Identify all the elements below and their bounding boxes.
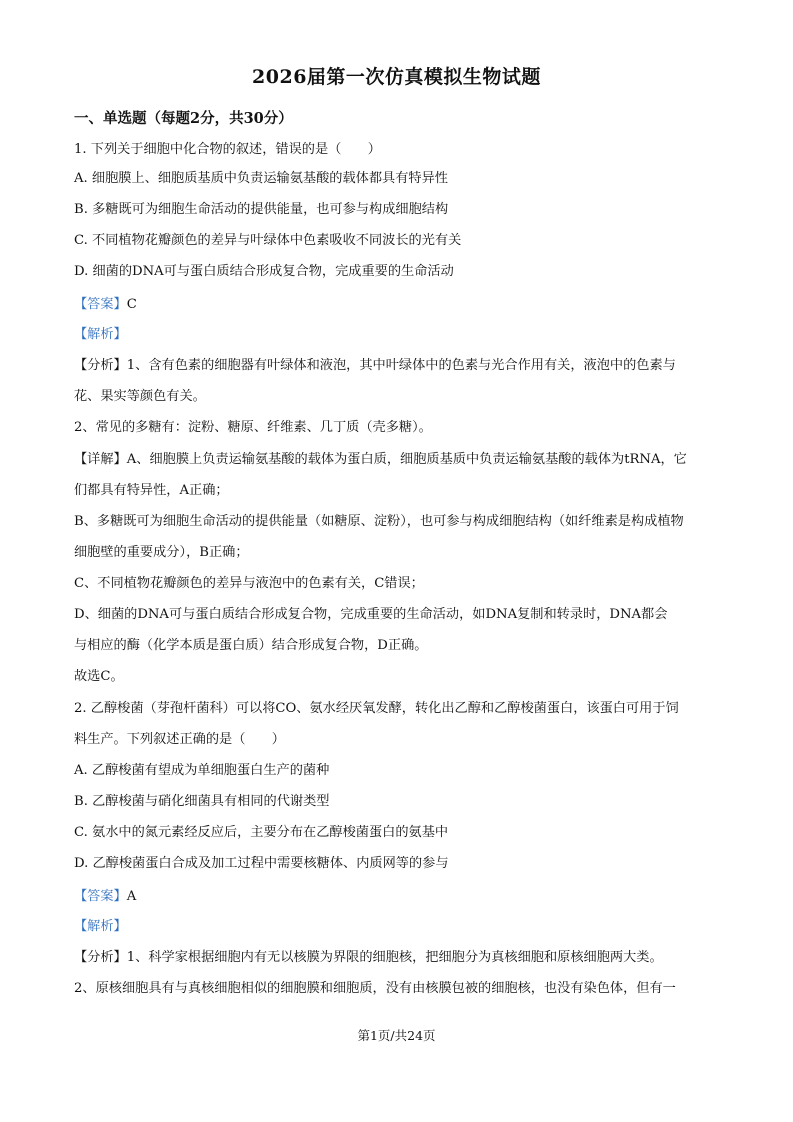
analysis-tag: 【解析】 xyxy=(74,919,127,934)
detail-text: A、细胞膜上负责运输氨基酸的载体为蛋白质，细胞质基质中负责运输氨基酸的载体为tRNA，它 xyxy=(126,452,687,467)
section-heading: 一、单选题（每题2分，共30分） xyxy=(74,110,293,127)
q1-detail-b1: B、多糖既可为细胞生命活动的提供能量（如糖原、淀粉），也可参与构成细胞结构（如纤维素是构成植物 xyxy=(74,514,684,529)
q2-option-c: C. 氨水中的氮元素经反应后，主要分布在乙醇梭菌蛋白的氨基中 xyxy=(74,825,449,840)
fenxi-text: 1、科学家根据细胞内有无以核膜为界限的细胞核，把细胞分为真核细胞和原核细胞两大类。 xyxy=(126,950,663,965)
q1-option-c: C. 不同植物花瓣颜色的差异与叶绿体中色素吸收不同波长的光有关 xyxy=(74,233,462,248)
q1-analysis-tag xyxy=(74,326,127,344)
q2-answer xyxy=(74,888,136,906)
q1-detail-b2: 细胞壁的重要成分），B正确； xyxy=(74,545,249,560)
q2-stem-2: 料生产。下列叙述正确的是（ ） xyxy=(74,732,285,747)
page-title: 2026届第一次仿真模拟生物试题 xyxy=(252,66,541,88)
q1-detail-a xyxy=(74,451,687,469)
q1-fenxi-2: 2、常见的多糖有：淀粉、糖原、纤维素、几丁质（壳多糖）。 xyxy=(74,420,432,435)
q2-fenxi-1 xyxy=(74,949,663,967)
answer-value: C xyxy=(126,297,137,312)
q1-detail-a2: 们都具有特异性，A正确； xyxy=(74,483,229,498)
q2-option-d: D. 乙醇梭菌蛋白合成及加工过程中需要核糖体、内质网等的参与 xyxy=(74,856,449,871)
q2-option-a: A. 乙醇梭菌有望成为单细胞蛋白生产的菌种 xyxy=(74,763,330,778)
q1-detail-d2: 与相应的酶（化学本质是蛋白质）结合形成复合物，D正确。 xyxy=(74,638,428,653)
q1-fenxi-1b: 花、果实等颜色有关。 xyxy=(74,389,206,404)
fenxi-text: 1、含有色素的细胞器有叶绿体和液泡，其中叶绿体中的色素与光合作用有关，液泡中的色素与 xyxy=(126,358,676,373)
q2-stem-1: 2. 乙醇梭菌（芽孢杆菌科）可以将CO、氨水经厌氧发酵，转化出乙醇和乙醇梭菌蛋白，该蛋白可用于饲 xyxy=(74,701,679,716)
analysis-tag: 【解析】 xyxy=(74,327,127,342)
q1-detail-d1: D、细菌的DNA可与蛋白质结合形成复合物，完成重要的生命活动，如DNA复制和转录时，DNA都会 xyxy=(74,607,668,622)
q2-analysis-tag xyxy=(74,918,127,936)
page-footer: 第1页/共24页 xyxy=(357,1028,436,1043)
answer-tag: 【答案】 xyxy=(74,297,127,312)
q1-conclusion: 故选C。 xyxy=(74,669,124,684)
q2-option-b: B. 乙醇梭菌与硝化细菌具有相同的代谢类型 xyxy=(74,794,330,809)
fenxi-tag: 【分析】 xyxy=(74,358,127,373)
answer-value: A xyxy=(126,889,137,904)
q1-fenxi-1 xyxy=(74,357,676,375)
q1-answer xyxy=(74,296,137,314)
q1-option-a: A. 细胞膜上、细胞质基质中负责运输氨基酸的载体都具有特异性 xyxy=(74,171,448,186)
q1-detail-c: C、不同植物花瓣颜色的差异与液泡中的色素有关，C错误； xyxy=(74,576,424,591)
fenxi-tag: 【分析】 xyxy=(74,950,127,965)
q1-stem: 1. 下列关于细胞中化合物的叙述，错误的是（ ） xyxy=(74,142,381,157)
q1-option-b: B. 多糖既可为细胞生命活动的提供能量，也可参与构成细胞结构 xyxy=(74,202,449,217)
answer-tag: 【答案】 xyxy=(74,889,127,904)
q1-option-d: D. 细菌的DNA可与蛋白质结合形成复合物，完成重要的生命活动 xyxy=(74,264,454,279)
detail-tag: 【详解】 xyxy=(74,452,127,467)
q2-fenxi-2: 2、原核细胞具有与真核细胞相似的细胞膜和细胞质，没有由核膜包被的细胞核，也没有染色体，但有一 xyxy=(74,981,676,996)
